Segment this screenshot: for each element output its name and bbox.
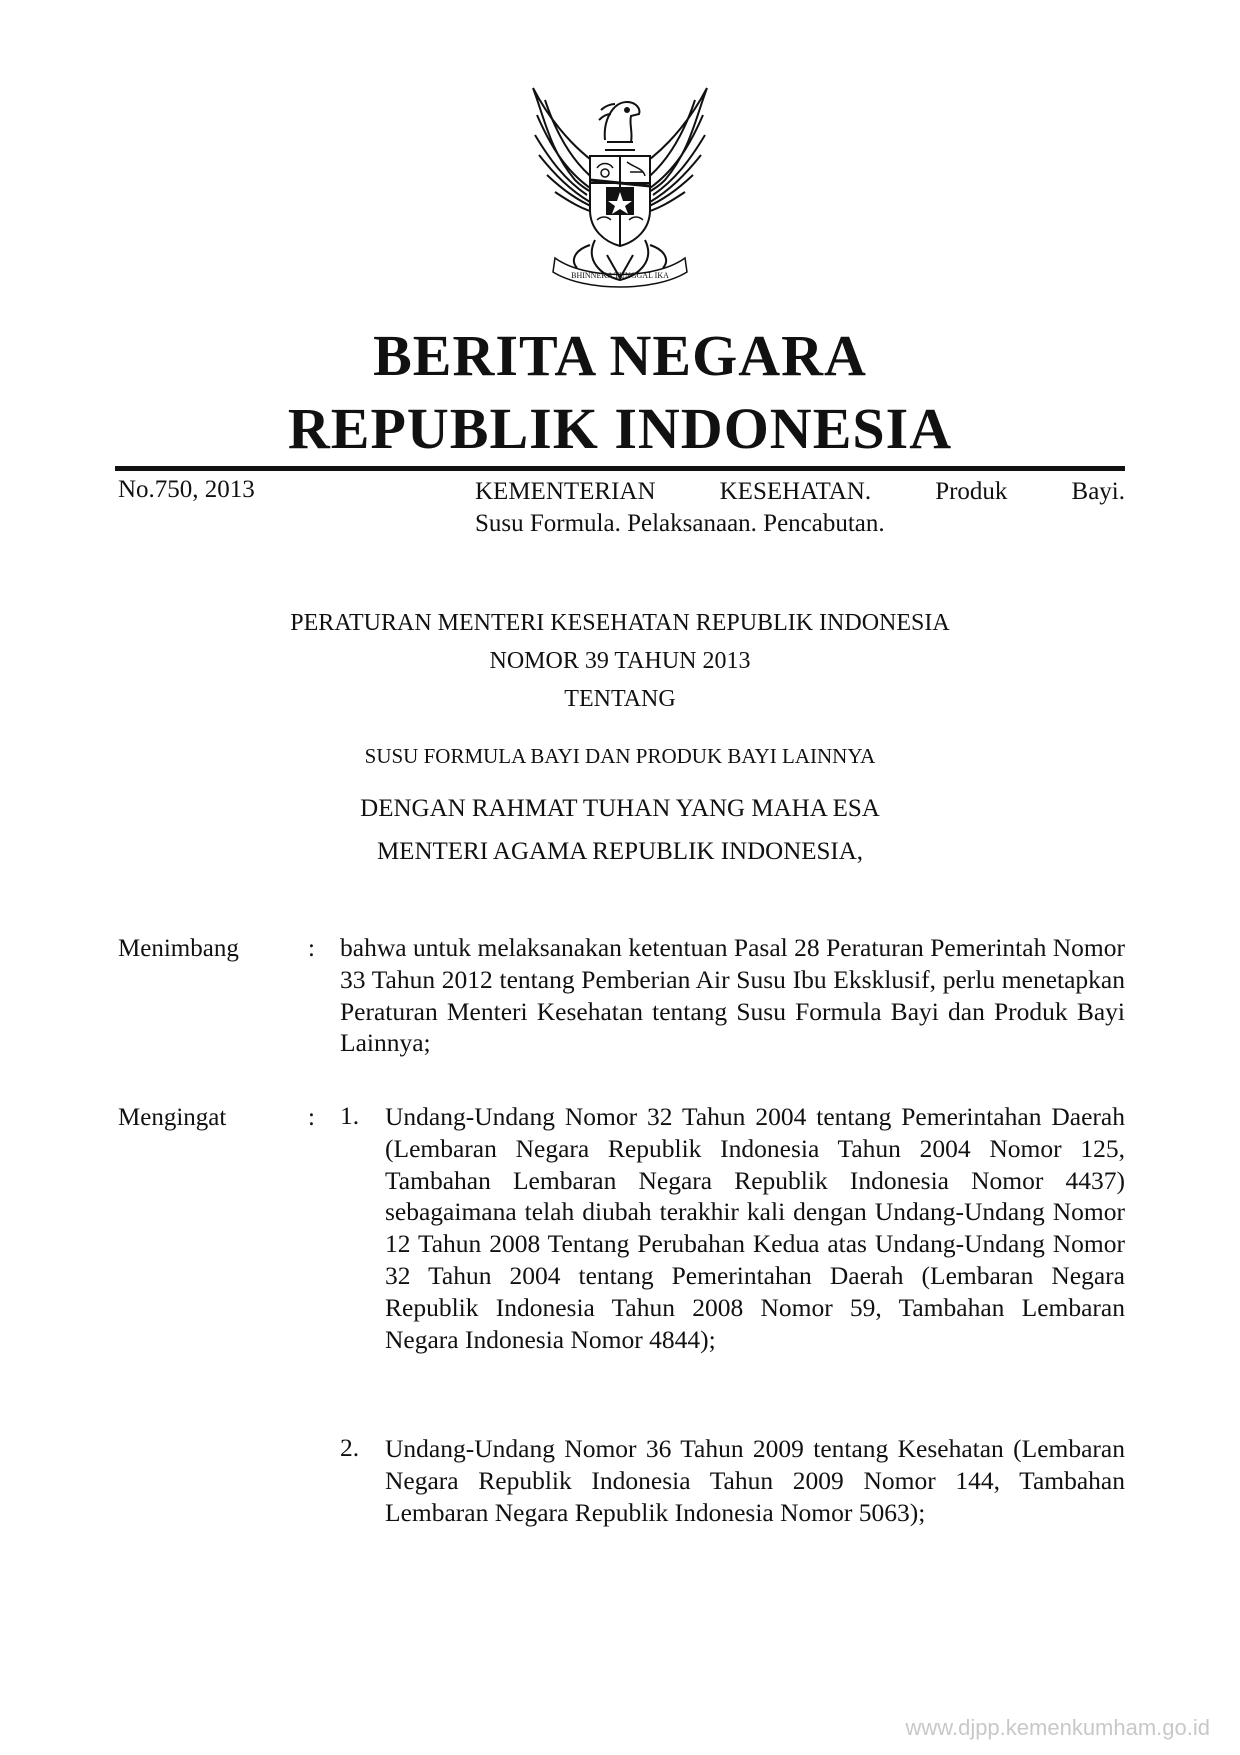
regulation-heading: PERATURAN MENTERI KESEHATAN REPUBLIK INDONESIA [290,610,950,636]
emblem-motto: BHINNEKA TUNGGAL IKA [571,271,669,280]
mengingat-item-number: 1. [340,1101,360,1130]
mengingat-colon: : [308,1104,315,1131]
menimbang-text: bahwa untuk melaksanakan ketentuan Pasal 28 Peraturan Pemerintah Nomor 33 Tahun 2012 tentang Pemberian Air Susu Ibu Eksklusif, perlu menetapkan Peraturan Menteri Kesehatan tentang Susu Formula Bayi dan Produk Bayi Lainnya; [340,933,1125,1058]
mengingat-item-text: Undang-Undang Nomor 36 Tahun 2009 tentang Kesehatan (Lembaran Negara Republik Indonesia Tahun 2009 Nomor 144, Tambahan Lembaran Negara Republik Indonesia Nomor 5063); [385,1434,1125,1527]
gazette-number: No.750, 2013 [118,476,255,503]
header-divider [115,466,1125,471]
regulation-subject: SUSU FORMULA BAYI DAN PRODUK BAYI LAINNYA [364,744,876,768]
mengingat-item-text: Undang-Undang Nomor 32 Tahun 2004 tentang Pemerintahan Daerah (Lembaran Negara Republik Indonesia Tahun 2004 Nomor 125, Tambahan Lembaran Negara Republik Indonesia Nomor 4437) sebagaimana telah diubah terakhir kali dengan Undang-Undang Nomor 12 Tahun 2008 Tentang Perubahan Kedua atas Undang-Undang Nomor 32 Tahun 2004 tentang Pemerintahan Daerah (Lembaran Negara Republik Indonesia Tahun 2008 Nomor 59, Tambahan Lembaran Negara Indonesia Nomor 4844); [385,1102,1125,1354]
gazette-title-line1: BERITA NEGARA [373,323,867,388]
preamble-line1: DENGAN RAHMAT TUHAN YANG MAHA ESA [360,795,880,822]
subject-word: KESEHATAN. [719,478,872,505]
gazette-title-line2: REPUBLIK INDONESIA [287,396,953,461]
source-watermark-url: www.djpp.kemenkumham.go.id [905,1715,1210,1740]
regulation-tentang: TENTANG [564,686,676,712]
menimbang-label: Menimbang [118,935,239,962]
menimbang-colon: : [308,935,315,962]
subject-line2: Susu Formula. Pelaksanaan. Pencabutan. [475,510,885,537]
regulation-number: NOMOR 39 TAHUN 2013 [489,648,751,674]
gazette-subject [475,476,1125,540]
mengingat-label: Mengingat [118,1104,227,1131]
mengingat-item-number: 2. [340,1433,360,1462]
subject-word: KEMENTERIAN [475,478,656,505]
preamble-line2: MENTERI AGAMA REPUBLIK INDONESIA, [376,838,864,865]
subject-word: Bayi. [1071,478,1125,505]
subject-word: Produk [935,478,1008,505]
garuda-emblem-icon [515,80,725,295]
